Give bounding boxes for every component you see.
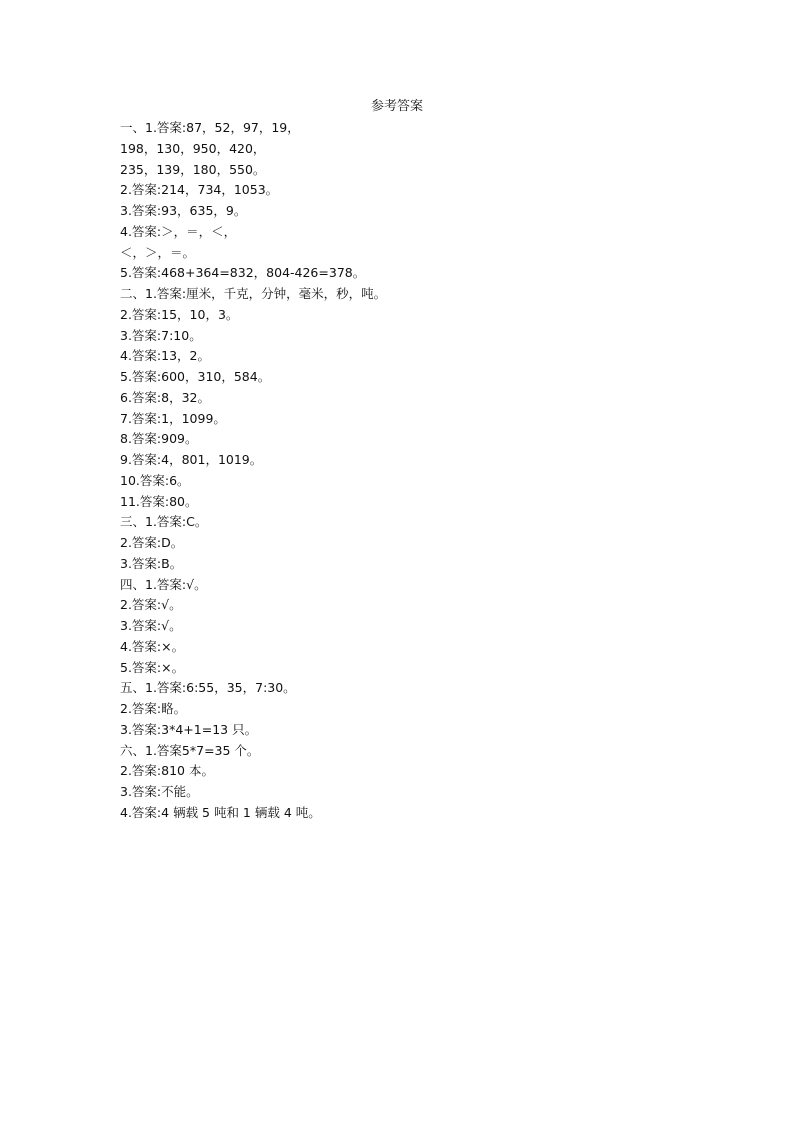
answer-line: 2.答案:214，734，1053。 — [120, 182, 279, 198]
page-title: 参考答案 — [370, 99, 423, 114]
answer-line: 11.答案:80。 — [120, 493, 198, 509]
answer-line: 6.答案:8，32。 — [120, 389, 210, 405]
answer-line: 4.答案:4 辆载 5 吨和 1 辆载 4 吨。 — [120, 804, 321, 820]
answer-line: 2.答案:810 本。 — [120, 763, 214, 779]
answer-line: 三、1.答案:C。 — [120, 514, 208, 530]
answer-line: 五、1.答案:6:55，35，7:30。 — [120, 680, 296, 696]
answer-line: 7.答案:1，1099。 — [120, 410, 226, 426]
answer-line: 4.答案:＞，＝，＜， — [120, 223, 237, 239]
answer-line: 一、1.答案:87，52，97，19， — [120, 120, 300, 135]
answer-line: 9.答案:4，801，1019。 — [120, 452, 263, 467]
answer-line: 3.答案:3*4+1=13 只。 — [120, 721, 258, 737]
answer-line: 3.答案:B。 — [120, 555, 183, 571]
answer-line: 4.答案:13，2。 — [120, 348, 210, 364]
answer-line: 3.答案:93，635，9。 — [120, 203, 247, 218]
answer-line: 10.答案:6。 — [120, 472, 190, 488]
answer-line: 2.答案:略。 — [120, 701, 187, 716]
answer-line: 2.答案:√。 — [120, 597, 182, 613]
answer-line: 5.答案:468+364=832，804-426=378。 — [120, 265, 366, 281]
answer-line: 5.答案:×。 — [120, 659, 185, 675]
answer-line: 5.答案:600，310，584。 — [120, 369, 271, 384]
answer-line: 198，130，950，420， — [120, 140, 266, 156]
answer-line: 4.答案:×。 — [120, 638, 185, 654]
answer-line: 二、1.答案:厘米，千克，分钟，毫米，秒，吨。 — [120, 286, 387, 301]
answer-line: 2.答案:D。 — [120, 535, 184, 550]
answer-line: 3.答案:√。 — [120, 618, 182, 633]
answer-line: 8.答案:909。 — [120, 431, 198, 447]
answer-line: 四、1.答案:√。 — [120, 576, 207, 592]
answer-line: 235，139，180，550。 — [120, 161, 266, 177]
answer-line: 六、1.答案5*7=35 个。 — [120, 742, 260, 758]
answer-line: 3.答案:不能。 — [120, 784, 199, 799]
answer-line: 2.答案:15，10，3。 — [120, 306, 239, 322]
answer-list — [120, 118, 740, 824]
answer-line: 3.答案:7:10。 — [120, 327, 202, 343]
answer-line: ＜，＞，＝。 — [120, 244, 196, 260]
